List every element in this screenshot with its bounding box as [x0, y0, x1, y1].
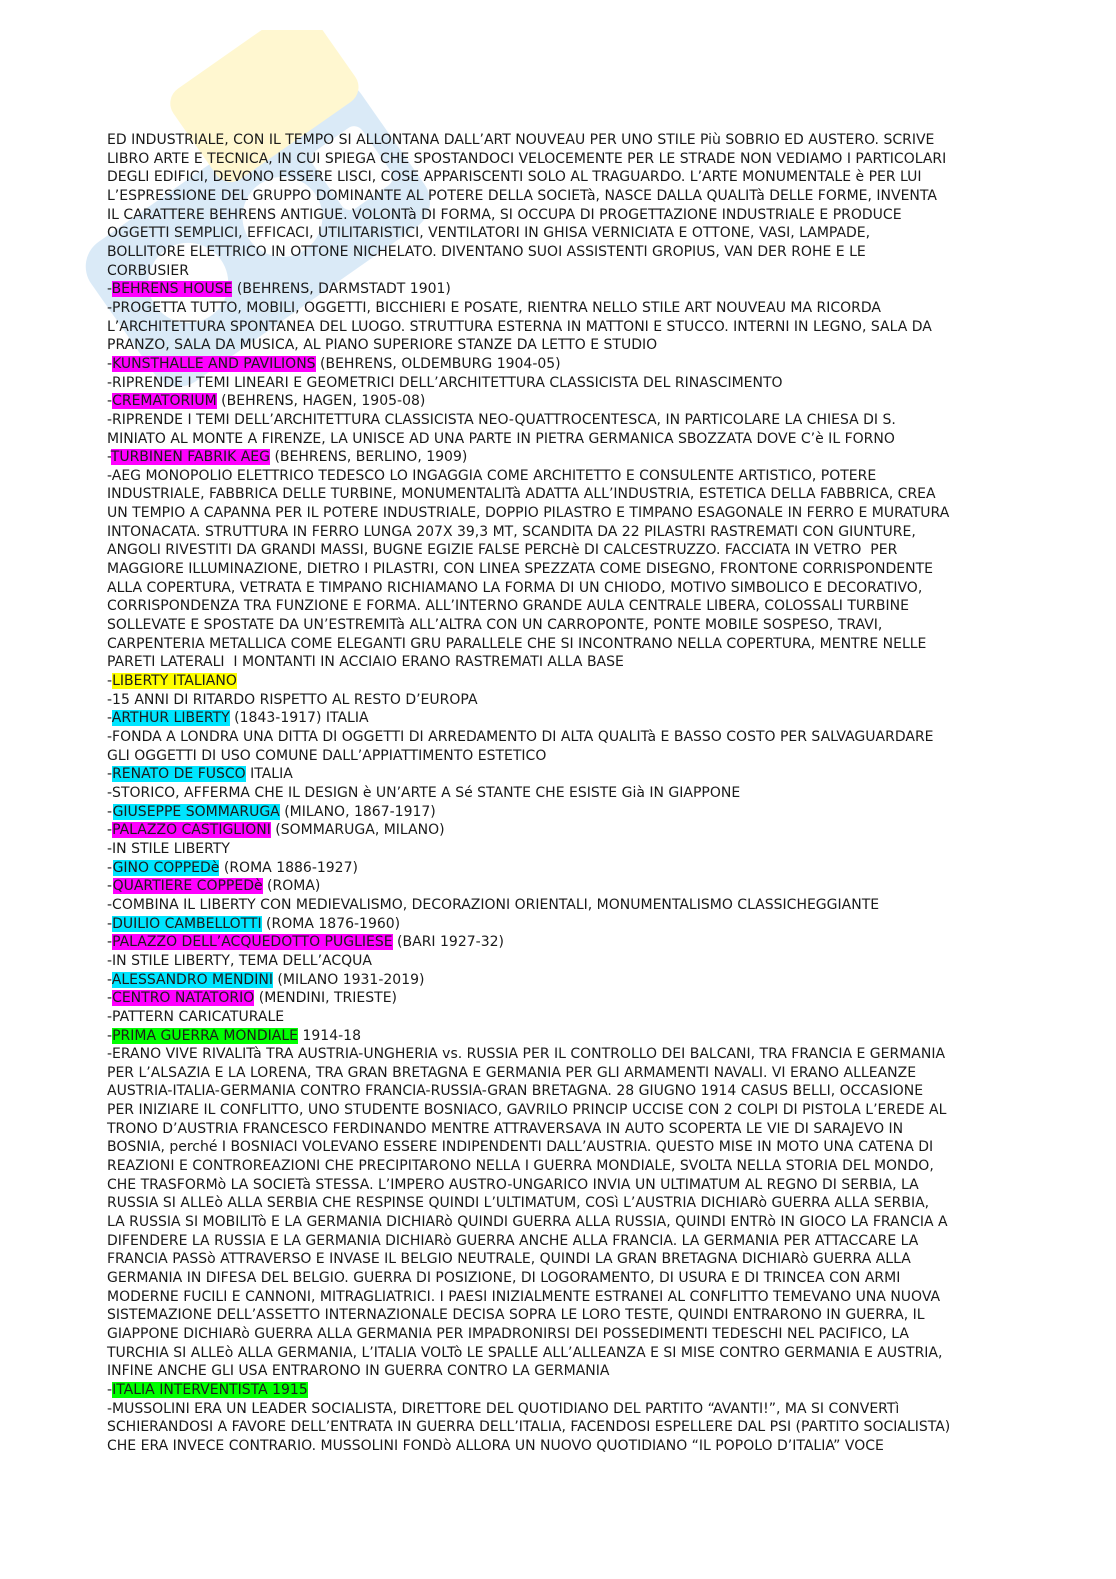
- text-line: CHE ERA INVECE CONTRARIO. MUSSOLINI FONDò ALLORA UN NUOVO QUOTIDIANO “IL POPOLO D’ITALIA” VOCE: [107, 1437, 884, 1454]
- heading-details: (ROMA 1876-1960): [261, 915, 401, 932]
- text-line: -COMBINA IL LIBERTY CON MEDIEVALISMO, DECORAZIONI ORIENTALI, MONUMENTALISMO CLASSICHEGGIANTE: [107, 896, 880, 913]
- highlighted-heading: TURBINEN FABRIK AEG: [110, 449, 270, 466]
- document-body: [107, 131, 1007, 1456]
- heading-line: [107, 448, 1007, 467]
- text-line: LA RUSSIA SI MOBILITò E LA GERMANIA DICHIARò QUINDI GUERRA ALLA RUSSIA, QUINDI ENTRò IN GIOCO LA FRANCIA A: [107, 1214, 948, 1231]
- text-line: SOLLEVATE E SPOSTATE DA UN’ESTREMITà ALL’ALTRA CON UN CARROPONTE, PONTE MOBILE SOSPESO, TRAVI,: [107, 617, 883, 634]
- heading-dash: -: [107, 803, 113, 820]
- heading-details: (ROMA): [262, 878, 321, 895]
- text-line: PRANZO, SALA DA MUSICA, AL PIANO SUPERIORE STANZE DA LETTO E STUDIO: [107, 337, 658, 354]
- text-line: FRANCIA PASSò ATTRAVERSO E INVASE IL BELGIO NEUTRALE, QUINDI LA GRAN BRETAGNA DICHIARò GUERRA ALLA: [107, 1251, 911, 1268]
- heading-dash: -: [107, 934, 113, 951]
- highlighted-heading: CENTRO NATATORIO: [112, 990, 255, 1007]
- text-line: GLI OGGETTI DI USO COMUNE DALL’APPIATTIMENTO ESTETICO: [107, 747, 547, 764]
- heading-details: (BEHRENS, DARMSTADT 1901): [232, 281, 451, 298]
- text-line: -PATTERN CARICATURALE: [107, 1008, 285, 1025]
- heading-line: [107, 1027, 1007, 1046]
- text-line: -PROGETTA TUTTO, MOBILI, OGGETTI, BICCHIERI E POSATE, RIENTRA NELLO STILE ART NOUVEAU MA RICORDA: [107, 299, 881, 316]
- text-line: AUSTRIA-ITALIA-GERMANIA CONTRO FRANCIA-RUSSIA-GRAN BRETAGNA. 28 GIUGNO 1914 CASUS BELLI, OCCASIONE: [107, 1083, 924, 1100]
- text-line: -IN STILE LIBERTY, TEMA DELL’ACQUA: [107, 952, 372, 969]
- heading-details: (BEHRENS, HAGEN, 1905-08): [216, 393, 426, 410]
- text-line: -MUSSOLINI ERA UN LEADER SOCIALISTA, DIRETTORE DEL QUOTIDIANO DEL PARTITO “AVANTI!”, MA SI CONVERTì: [107, 1400, 900, 1417]
- heading-line: [107, 392, 1007, 411]
- heading-line: [107, 709, 1007, 728]
- heading-details: (1843-1917) ITALIA: [229, 710, 369, 727]
- text-line: GERMANIA IN DIFESA DEL BELGIO. GUERRA DI POSIZIONE, DI LOGORAMENTO, DI USURA E DI TRINCEA CON ARMI: [107, 1270, 901, 1287]
- text-line: OGGETTI SEMPLICI, EFFICACI, UTILITARISTICI, VENTILATORI IN GHISA VERNICIATA E OTTONE, VASI, LAMPADE,: [107, 225, 871, 242]
- heading-line: [107, 933, 1007, 952]
- heading-details: ITALIA: [245, 766, 293, 783]
- heading-line: [107, 821, 1007, 840]
- text-line: CORRISPONDENZA TRA FUNZIONE E FORMA. ALL’INTERNO GRANDE AULA CENTRALE LIBERA, COLOSSALI TURBINE: [107, 598, 909, 615]
- heading-details: (ROMA 1886-1927): [219, 859, 358, 876]
- heading-dash: -: [107, 1027, 113, 1044]
- text-line: IL CARATTERE BEHRENS ANTIGUE. VOLONTà DI FORMA, SI OCCUPA DI PROGETTAZIONE INDUSTRIALE E PRODUCE: [107, 206, 902, 223]
- text-line: -RIPRENDE I TEMI DELL’ARCHITETTURA CLASSICISTA NEO-QUATTROCENTESCA, IN PARTICOLARE LA CHIESA DI S.: [107, 411, 896, 428]
- text-line: TURCHIA SI ALLEò ALLA GERMANIA, L’ITALIA VOLTò LE SPALLE ALL’ALLEANZA E SI MISE CONTRO GERMANIA E AUSTRIA,: [107, 1344, 943, 1361]
- highlighted-heading: CREMATORIUM: [112, 393, 217, 410]
- highlighted-heading: PRIMA GUERRA MONDIALE: [112, 1027, 299, 1044]
- text-line: -ERANO VIVE RIVALITà TRA AUSTRIA-UNGHERIA vs. RUSSIA PER IL CONTROLLO DEI BALCANI, TRA FRANCIA E GERMANIA: [107, 1046, 946, 1063]
- heading-details: (MILANO, 1867-1917): [279, 803, 436, 820]
- text-line: RUSSIA SI ALLEò ALLA SERBIA CHE RESPINSE QUINDI L’ULTIMATUM, COSì L’AUSTRIA DICHIARò GUERRA ALLA SERBIA,: [107, 1195, 930, 1212]
- text-line: BOSNIA, perché I BOSNIACI VOLEVANO ESSERE INDIPENDENTI DALL’AUSTRIA. QUESTO MISE IN MOTO UNA CATENA DI: [107, 1139, 934, 1156]
- heading-dash: -: [107, 355, 113, 372]
- highlighted-heading: KUNSTHALLE AND PAVILIONS: [112, 355, 316, 372]
- text-line: UN TEMPIO A CAPANNA PER IL POTERE INDUSTRIALE, DOPPIO PILASTRO E TIMPANO ESAGONALE IN FERRO E MURATURA: [107, 505, 950, 522]
- text-line: LIBRO ARTE E TECNICA, IN CUI SPIEGA CHE SPOSTANDOCI VELOCEMENTE PER LE STRADE NON VEDIAMO I PARTICOLARI: [107, 150, 947, 167]
- text-line: TRONO D’AUSTRIA FRANCESCO FERDINANDO MENTRE ATTRAVERSAVA IN AUTO SCOPERTA LE VIE DI SARAJEVO IN: [107, 1120, 904, 1137]
- heading-line: [107, 280, 1007, 299]
- text-line: ALLA COPERTURA, VETRATA E TIMPANO RICHIAMANO LA FORMA DI UN CHIODO, MOTIVO SIMBOLICO E DECORATIVO,: [107, 579, 923, 596]
- heading-dash: -: [107, 710, 112, 727]
- highlighted-heading: RENATO DE FUSCO: [112, 766, 246, 783]
- heading-line: [107, 1381, 1007, 1400]
- text-line: MODERNE FUCILI E CANNONI, MITRAGLIATRICI. I PAESI INIZIALMENTE ESTRANEI AL CONFLITTO TEMEVANO UNA NUOVA: [107, 1288, 941, 1305]
- text-line: L’ESPRESSIONE DEL GRUPPO DOMINANTE AL POTERE DELLA SOCIETà, NASCE DALLA QUALITà DELLE FORME, INVENTA: [107, 187, 937, 204]
- highlighted-heading: ITALIA INTERVENTISTA 1915: [112, 1381, 308, 1398]
- text-line: DEGLI EDIFICI, DEVONO ESSERE LISCI, COSE APPARISCENTI SOLO AL TRAGUARDO. L’ARTE MONUMENTALE è PER LUI: [107, 169, 922, 186]
- heading-details: (MILANO 1931-2019): [272, 971, 425, 988]
- heading-dash: -: [107, 673, 113, 690]
- heading-line: [107, 765, 1007, 784]
- heading-line: [107, 971, 1007, 990]
- text-line: -STORICO, AFFERMA CHE IL DESIGN è UN’ARTE A Sé STANTE CHE ESISTE Già IN GIAPPONE: [107, 784, 741, 801]
- text-line: CARPENTERIA METALLICA COME ELEGANTI GRU PARALLELE CHE SI INCONTRANO NELLA COPERTURA, MENTRE NELLE: [107, 635, 927, 652]
- text-line: BOLLITORE ELETTRICO IN OTTONE NICHELATO. DIVENTANO SUOI ASSISTENTI GROPIUS, VAN DER ROHE E LE: [107, 243, 866, 260]
- text-line: L’ARCHITETTURA SPONTANEA DEL LUOGO. STRUTTURA ESTERNA IN MATTONI E STUCCO. INTERNI IN LEGNO, SALA DA: [107, 318, 932, 335]
- text-line: GIAPPONE DICHIARò GUERRA ALLA GERMANIA PER IMPADRONIRSI DEI POSSEDIMENTI TEDESCHI NEL PACIFICO, LA: [107, 1326, 909, 1342]
- heading-details: (BEHRENS, BERLINO, 1909): [270, 449, 468, 466]
- heading-dash: -: [107, 1381, 113, 1398]
- heading-dash: -: [107, 449, 111, 466]
- text-line: INDUSTRIALE, FABBRICA DELLE TURBINE, MONUMENTALITà ADATTA ALL’INDUSTRIA, ESTETICA DELLA FABBRICA, CREA: [107, 486, 936, 503]
- text-line: CORBUSIER: [107, 262, 189, 279]
- highlighted-heading: PALAZZO CASTIGLIONI: [112, 822, 271, 839]
- heading-line: [107, 803, 1007, 822]
- highlighted-heading: GINO COPPEDè: [112, 859, 220, 876]
- text-line: -IN STILE LIBERTY: [107, 840, 230, 857]
- highlighted-heading: DUILIO CAMBELLOTTI: [112, 915, 262, 932]
- highlighted-heading: ALESSANDRO MENDINI: [111, 971, 273, 988]
- heading-line: [107, 672, 1007, 691]
- heading-dash: -: [107, 281, 112, 298]
- heading-line: [107, 915, 1007, 934]
- text-line: PER L’ALSAZIA E LA LORENA, TRA GRAN BRETAGNA E GERMANIA PER GLI ARMAMENTI NAVALI. VI ERANO ALLEANZE: [107, 1064, 917, 1081]
- heading-dash: -: [107, 393, 113, 410]
- text-line: INTONACATA. STRUTTURA IN FERRO LUNGA 207X 39,3 MT, SCANDITA DA 22 PILASTRI RASTREMATI CON GIUNTURE,: [107, 523, 916, 540]
- heading-details: (BARI 1927-32): [392, 934, 504, 951]
- text-line: PER INIZIARE IL CONFLITTO, UNO STUDENTE BOSNIACO, GAVRILO PRINCIP UCCISE CON 2 COLPI DI PISTOLA L’EREDE AL: [107, 1102, 947, 1119]
- text-line: SCHIERANDOSI A FAVORE DELL’ENTRATA IN GUERRA DELL’ITALIA, FACENDOSI ESPELLERE DAL PSI (PARTITO SOCIALISTA): [107, 1419, 951, 1436]
- text-line: REAZIONI E CONTROREAZIONI CHE PRECIPITARONO NELLA I GUERRA MONDIALE, SVOLTA NELLA STORIA DEL MONDO,: [107, 1158, 934, 1175]
- heading-dash: -: [107, 971, 112, 988]
- heading-details: (MENDINI, TRIESTE): [254, 990, 398, 1007]
- heading-dash: -: [107, 915, 113, 932]
- heading-dash: -: [107, 766, 113, 783]
- text-line: SISTEMAZIONE DELL’ASSETTO INTERNAZIONALE DECISA SOPRA LE LORO TESTE, QUINDI ENTRARONO IN GUERRA, IL: [107, 1307, 925, 1324]
- text-line: -FONDA A LONDRA UNA DITTA DI OGGETTI DI ARREDAMENTO DI ALTA QUALITà E BASSO COSTO PER SALVAGUARDARE: [107, 729, 934, 745]
- heading-line: [107, 877, 1007, 896]
- heading-dash: -: [107, 859, 113, 876]
- heading-details: 1914-18: [298, 1027, 361, 1044]
- text-line: MAGGIORE ILLUMINAZIONE, DIETRO I PILASTRI, CON LINEA SPEZZATA COME DISEGNO, FRONTONE CORRISPONDENTE: [107, 561, 934, 578]
- highlighted-heading: GIUSEPPE SOMMARUGA: [112, 803, 280, 820]
- highlighted-heading: ARTHUR LIBERTY: [111, 710, 230, 727]
- heading-details: (BEHRENS, OLDEMBURG 1904-05): [315, 355, 561, 372]
- text-line: -AEG MONOPOLIO ELETTRICO TEDESCO LO INGAGGIA COME ARCHITETTO E CONSULENTE ARTISTICO, POTERE: [107, 467, 877, 484]
- text-line: MINIATO AL MONTE A FIRENZE, LA UNISCE AD UNA PARTE IN PIETRA GERMANICA SBOZZATA DOVE C’è IL FORNO: [107, 430, 895, 447]
- heading-details: (SOMMARUGA, MILANO): [270, 822, 445, 839]
- heading-dash: -: [107, 822, 113, 839]
- heading-line: [107, 859, 1007, 878]
- highlighted-heading: PALAZZO DELL’ACQUEDOTTO PUGLIESE: [112, 934, 393, 951]
- heading-line: [107, 989, 1007, 1008]
- highlighted-heading: QUARTIERE COPPEDè: [112, 878, 263, 895]
- heading-dash: -: [107, 990, 113, 1007]
- text-line: INFINE ANCHE GLI USA ENTRARONO IN GUERRA CONTRO LA GERMANIA: [107, 1363, 610, 1380]
- text-line: CHE TRASFORMò LA SOCIETà STESSA. L’IMPERO AUSTRO-UNGARICO INVIA UN ULTIMATUM AL REGNO DI SERBIA, LA: [107, 1176, 919, 1193]
- heading-line: [107, 355, 1007, 374]
- highlighted-heading: BEHRENS HOUSE: [111, 281, 233, 298]
- text-line: -15 ANNI DI RITARDO RISPETTO AL RESTO D’EUROPA: [107, 691, 478, 708]
- highlighted-heading: LIBERTY ITALIANO: [112, 673, 237, 690]
- heading-dash: -: [107, 878, 113, 895]
- text-line: -RIPRENDE I TEMI LINEARI E GEOMETRICI DELL’ARCHITETTURA CLASSICISTA DEL RINASCIMENTO: [107, 374, 783, 391]
- text-line: PARETI LATERALI I MONTANTI IN ACCIAIO ERANO RASTREMATI ALLA BASE: [107, 654, 624, 671]
- text-line: ED INDUSTRIALE, CON IL TEMPO SI ALLONTANA DALL’ART NOUVEAU PER UNO STILE Più SOBRIO ED AUSTERO. SCRIVE: [107, 132, 935, 148]
- text-line: ANGOLI RIVESTITI DA GRANDI MASSI, BUGNE EGIZIE FALSE PERCHè DI CALCESTRUZZO. FACCIATA IN VETRO PER: [107, 542, 898, 559]
- text-line: DIFENDERE LA RUSSIA E LA GERMANIA DICHIARò GUERRA ANCHE ALLA FRANCIA. LA GERMANIA PER ATTACCARE LA: [107, 1232, 919, 1249]
